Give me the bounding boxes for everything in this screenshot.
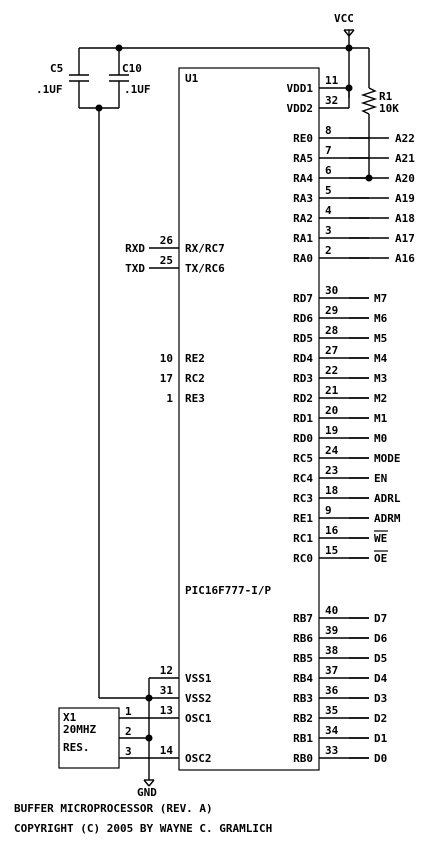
- pin-rc2-number: 17: [159, 372, 173, 385]
- crystal-pin1-num: 1: [125, 705, 132, 718]
- c10-value: .1UF: [124, 83, 151, 96]
- pin-re1-name: RE1: [293, 512, 313, 525]
- pin-ra4-number: 6: [325, 164, 332, 177]
- junction-crystal-gnd: [146, 735, 153, 742]
- r1-resistor: [363, 88, 375, 114]
- pin-rd5-number: 28: [325, 324, 339, 337]
- net-m3-label: M3: [374, 372, 388, 385]
- pin-rb3-name: RB3: [293, 692, 313, 705]
- pin-rxrc7-name: RX/RC7: [185, 242, 225, 255]
- pin-ra1-number: 3: [325, 224, 332, 237]
- pin-rc0-name: RC0: [293, 552, 313, 565]
- pin-rd7-name: RD7: [293, 292, 313, 305]
- net-mode-label: MODE: [374, 452, 401, 465]
- net-m1-label: M1: [374, 412, 388, 425]
- net-en-label: EN: [374, 472, 388, 485]
- net-a16-label: A16: [395, 252, 415, 265]
- pin-rb1-name: RB1: [293, 732, 313, 745]
- left-pin-group: [125, 234, 225, 765]
- right-pin-group: [287, 74, 416, 765]
- pin-rc2-name: RC2: [185, 372, 205, 385]
- pin-ra0-name: RA0: [293, 252, 313, 265]
- net-a19-label: A19: [395, 192, 415, 205]
- net-m6-label: M6: [374, 312, 388, 325]
- pin-rc5-name: RC5: [293, 452, 313, 465]
- pin-ra2-number: 4: [325, 204, 332, 217]
- net-txd-label: TXD: [125, 262, 145, 275]
- pin-vdd1-name: VDD1: [286, 82, 313, 95]
- net-a17-label: A17: [395, 232, 415, 245]
- c10-ref: C10: [122, 62, 142, 75]
- pin-rc5-number: 24: [325, 444, 339, 457]
- net-we-label: WE: [374, 532, 388, 545]
- pin-txrc6-number: 25: [159, 254, 173, 267]
- junction-vss2: [146, 695, 153, 702]
- r1-ref: R1: [379, 90, 393, 103]
- pin-rd7-number: 30: [325, 284, 339, 297]
- pin-vdd1-number: 11: [325, 74, 339, 87]
- net-a18-label: A18: [395, 212, 415, 225]
- crystal-value: 20MHZ: [63, 723, 97, 736]
- pin-rc3-name: RC3: [293, 492, 313, 505]
- net-a21-label: A21: [395, 152, 415, 165]
- pin-rc1-name: RC1: [293, 532, 313, 545]
- pin-rc4-number: 23: [325, 464, 339, 477]
- pin-osc2-name: OSC2: [185, 752, 212, 765]
- pin-rb6-number: 39: [325, 624, 339, 637]
- vcc-arrow-right: [349, 30, 354, 36]
- pin-ra0-number: 2: [325, 244, 332, 257]
- pin-osc2-number: 14: [159, 744, 173, 757]
- pin-rb4-number: 37: [325, 664, 339, 677]
- footer-line1: BUFFER MICROPROCESSOR (REV. A): [14, 802, 213, 815]
- pin-rb3-number: 36: [325, 684, 339, 697]
- pin-rb7-number: 40: [325, 604, 339, 617]
- pin-rd5-name: RD5: [293, 332, 313, 345]
- net-d2-label: D2: [374, 712, 388, 725]
- r1-value: 10K: [379, 102, 399, 115]
- pin-rd3-number: 22: [325, 364, 339, 377]
- net-adrm-label: ADRM: [374, 512, 401, 525]
- net-d3-label: D3: [374, 692, 388, 705]
- net-d7-label: D7: [374, 612, 388, 625]
- pin-re1-number: 9: [325, 504, 332, 517]
- net-m0-label: M0: [374, 432, 388, 445]
- pin-ra3-name: RA3: [293, 192, 313, 205]
- pin-rb0-number: 33: [325, 744, 339, 757]
- ic-ref: U1: [185, 72, 199, 85]
- pin-re3-name: RE3: [185, 392, 205, 405]
- pin-rxrc7-number: 26: [159, 234, 173, 247]
- pin-rd4-number: 27: [325, 344, 339, 357]
- pin-ra5-number: 7: [325, 144, 332, 157]
- vcc-arrow-left: [344, 30, 349, 36]
- net-d6-label: D6: [374, 632, 388, 645]
- pin-re2-name: RE2: [185, 352, 205, 365]
- pin-rd6-name: RD6: [293, 312, 313, 325]
- pin-rc1-number: 16: [325, 524, 339, 537]
- pin-ra4-name: RA4: [293, 172, 313, 185]
- net-m7-label: M7: [374, 292, 388, 305]
- pin-rc4-name: RC4: [293, 472, 313, 485]
- pin-rb7-name: RB7: [293, 612, 313, 625]
- pin-rb6-name: RB6: [293, 632, 313, 645]
- pin-txrc6-name: TX/RC6: [185, 262, 225, 275]
- ic-part: PIC16F777-I/P: [185, 584, 272, 597]
- net-m4-label: M4: [374, 352, 388, 365]
- pin-vss1-number: 12: [159, 664, 173, 677]
- pin-ra1-name: RA1: [293, 232, 313, 245]
- pin-rc3-number: 18: [325, 484, 339, 497]
- net-m2-label: M2: [374, 392, 388, 405]
- pin-rb4-name: RB4: [293, 672, 313, 685]
- net-a22-label: A22: [395, 132, 415, 145]
- net-d5-label: D5: [374, 652, 388, 665]
- pin-osc1-number: 13: [159, 704, 173, 717]
- pin-rb2-number: 35: [325, 704, 339, 717]
- net-a20-label: A20: [395, 172, 415, 185]
- pin-vss2-name: VSS2: [185, 692, 212, 705]
- pin-rd3-name: RD3: [293, 372, 313, 385]
- pin-rd6-number: 29: [325, 304, 339, 317]
- vcc-label: VCC: [334, 12, 354, 25]
- footer-line2: COPYRIGHT (C) 2005 BY WAYNE C. GRAMLICH: [14, 822, 273, 835]
- pin-rd4-name: RD4: [293, 352, 313, 365]
- pin-rd0-name: RD0: [293, 432, 313, 445]
- pin-rb0-name: RB0: [293, 752, 313, 765]
- net-d1-label: D1: [374, 732, 388, 745]
- pin-rd0-number: 19: [325, 424, 339, 437]
- pin-re2-number: 10: [159, 352, 173, 365]
- pin-ra5-name: RA5: [293, 152, 313, 165]
- pin-vss1-name: VSS1: [185, 672, 212, 685]
- crystal-type: RES.: [63, 741, 90, 754]
- crystal-pin3-num: 3: [125, 745, 132, 758]
- pin-rb5-number: 38: [325, 644, 339, 657]
- pin-osc1-name: OSC1: [185, 712, 212, 725]
- net-m5-label: M5: [374, 332, 388, 345]
- pin-vdd2-number: 32: [325, 94, 339, 107]
- pin-ra3-number: 5: [325, 184, 332, 197]
- crystal-ref: X1: [63, 711, 77, 724]
- crystal-pin2-num: 2: [125, 725, 132, 738]
- pin-re0-number: 8: [325, 124, 332, 137]
- pin-re0-name: RE0: [293, 132, 313, 145]
- net-adrl-label: ADRL: [374, 492, 401, 505]
- pin-ra2-name: RA2: [293, 212, 313, 225]
- c5-value: .1UF: [36, 83, 63, 96]
- pin-vss2-number: 31: [159, 684, 173, 697]
- pin-rd1-name: RD1: [293, 412, 313, 425]
- pin-rd2-number: 21: [325, 384, 339, 397]
- net-rxd-label: RXD: [125, 242, 145, 255]
- net-d0-label: D0: [374, 752, 388, 765]
- gnd-label: GND: [137, 786, 157, 799]
- net-d4-label: D4: [374, 672, 388, 685]
- pin-rc0-number: 15: [325, 544, 339, 557]
- pin-re3-number: 1: [166, 392, 173, 405]
- pin-vdd2-name: VDD2: [286, 102, 313, 115]
- pin-rb1-number: 34: [325, 724, 339, 737]
- c5-ref: C5: [50, 62, 64, 75]
- pin-rd1-number: 20: [325, 404, 339, 417]
- pin-rb5-name: RB5: [293, 652, 313, 665]
- pin-rd2-name: RD2: [293, 392, 313, 405]
- pin-rb2-name: RB2: [293, 712, 313, 725]
- net-oe-label: OE: [374, 552, 388, 565]
